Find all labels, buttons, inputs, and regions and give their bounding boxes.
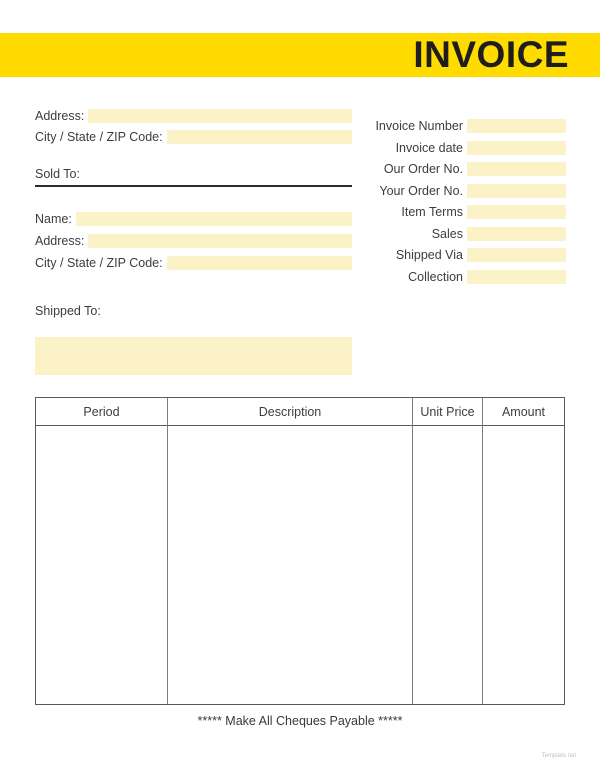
your-order-no-input[interactable] bbox=[467, 184, 566, 198]
shipped-via-row bbox=[360, 248, 566, 262]
description-cell[interactable] bbox=[168, 426, 413, 704]
column-header-unit-price: Unit Price bbox=[413, 398, 483, 426]
line-items-table bbox=[35, 397, 565, 705]
sales-row bbox=[360, 227, 566, 241]
column-header-description: Description bbox=[168, 398, 413, 426]
city-state-zip-label: City / State / ZIP Code: bbox=[35, 130, 163, 144]
sold-to-divider bbox=[35, 185, 352, 187]
column-header-amount: Amount bbox=[483, 398, 564, 426]
watermark: Template.net bbox=[541, 753, 576, 759]
collection-row bbox=[360, 270, 566, 284]
sold-address-row bbox=[35, 234, 352, 248]
address-row bbox=[35, 109, 352, 123]
item-terms-label: Item Terms bbox=[401, 205, 463, 219]
our-order-no-label: Our Order No. bbox=[383, 162, 463, 176]
invoice-number-input[interactable] bbox=[467, 119, 566, 133]
shipped-via-input[interactable] bbox=[467, 248, 566, 262]
your-order-no-row bbox=[360, 184, 566, 198]
invoice-date-row bbox=[360, 141, 566, 155]
sold-to-label: Sold To: bbox=[35, 167, 80, 181]
sold-address-label: Address: bbox=[35, 234, 85, 248]
unit-price-cell[interactable] bbox=[413, 426, 483, 704]
sales-input[interactable] bbox=[467, 227, 566, 241]
invoice-date-input[interactable] bbox=[467, 141, 566, 155]
cheques-payable-note: ***** Make All Cheques Payable ***** bbox=[197, 714, 403, 728]
sold-name-input[interactable] bbox=[76, 212, 352, 226]
city-state-zip-input[interactable] bbox=[167, 130, 352, 144]
invoice-date-label: Invoice date bbox=[395, 141, 463, 155]
collection-label: Collection bbox=[408, 270, 463, 284]
sold-city-state-zip-label: City / State / ZIP Code: bbox=[35, 256, 163, 270]
shipped-to-input[interactable] bbox=[35, 337, 352, 375]
sales-label: Sales bbox=[431, 227, 463, 241]
sold-name-row bbox=[35, 212, 352, 226]
sold-city-state-zip-input[interactable] bbox=[167, 256, 352, 270]
address-label: Address: bbox=[35, 109, 85, 123]
invoice-number-label: Invoice Number bbox=[375, 119, 463, 133]
column-header-period: Period bbox=[36, 398, 168, 426]
shipped-via-label: Shipped Via bbox=[395, 248, 463, 262]
your-order-no-label: Your Order No. bbox=[379, 184, 463, 198]
page-title: INVOICE bbox=[413, 34, 569, 75]
our-order-no-row bbox=[360, 162, 566, 176]
period-cell[interactable] bbox=[36, 426, 168, 704]
collection-input[interactable] bbox=[467, 270, 566, 284]
invoice-number-row bbox=[360, 119, 566, 133]
sold-address-input[interactable] bbox=[88, 234, 352, 248]
address-input[interactable] bbox=[88, 109, 352, 123]
item-terms-input[interactable] bbox=[467, 205, 566, 219]
city-state-zip-row bbox=[35, 130, 352, 144]
item-terms-row bbox=[360, 205, 566, 219]
banner bbox=[0, 33, 600, 77]
amount-cell[interactable] bbox=[483, 426, 564, 704]
sold-name-label: Name: bbox=[35, 212, 72, 226]
sold-city-state-zip-row bbox=[35, 256, 352, 270]
our-order-no-input[interactable] bbox=[467, 162, 566, 176]
shipped-to-label: Shipped To: bbox=[35, 304, 101, 318]
